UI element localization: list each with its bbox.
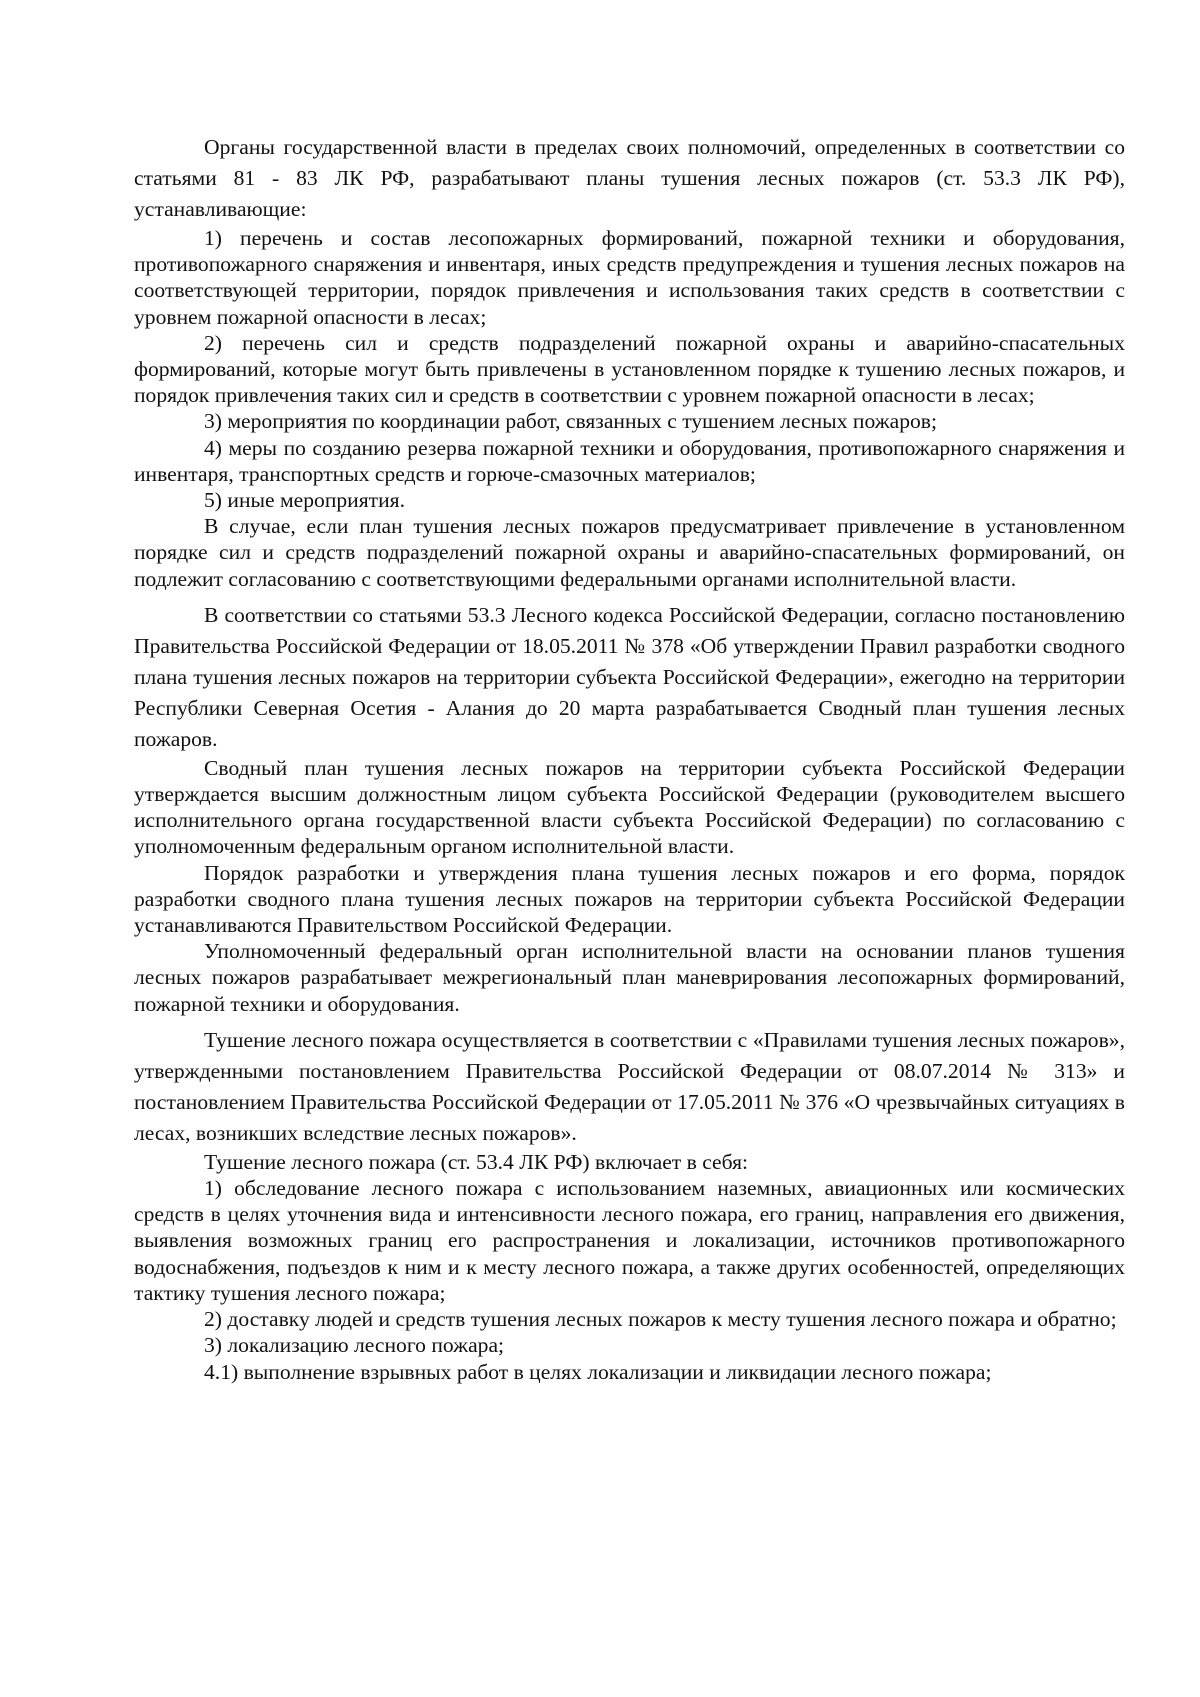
- paragraph: 3) локализацию лесного пожара;: [204, 1333, 505, 1358]
- paragraph: 2) доставку людей и средств тушения лесных пожаров к месту тушения лесного пожара и обратно;: [204, 1307, 1117, 1332]
- paragraph: Тушение лесного пожара (ст. 53.4 ЛК РФ) включает в себя:: [204, 1149, 749, 1174]
- paragraph: Уполномоченный федеральный орган исполнительной власти на основании планов тушения лесных пожаров разрабатывает межрегиональный план маневрирования лесопожарных формирований, пожарной техники и оборудования.: [134, 939, 1125, 1016]
- paragraph: 2) перечень сил и средств подразделений пожарной охраны и аварийно-спасательных формирований, которые могут быть привлечены в установленном порядке к тушению лесных пожаров, и порядок привлечения таких сил и средств в соответствии с уровнем пожарной опасности в лесах;: [134, 330, 1125, 408]
- paragraph: В соответствии со статьями 53.3 Лесного кодекса Российской Федерации, согласно постановлению Правительства Российской Федерации от 18.05.2011 № 378 «Об утверждении Правил разработки сводного плана тушения лесных пожаров на территории субъекта Российской Федерации», ежегодно на территории Республики Северная Осетия - Алания до 20 марта разрабатывается Сводный план тушения лесных пожаров.: [134, 602, 1125, 751]
- paragraph: Сводный план тушения лесных пожаров на территории субъекта Российской Федерации утверждается высшим должностным лицом субъекта Российской Федерации (руководителем высшего исполнительного органа государственной власти субъекта Российской Федерации) по согласованию с уполномоченным федеральным органом исполнительной власти.: [134, 755, 1125, 859]
- paragraph: Порядок разработки и утверждения плана тушения лесных пожаров и его форма, порядок разработки сводного плана тушения лесных пожаров на территории субъекта Российской Федерации устанавливаются Правительством Российской Федерации.: [134, 860, 1125, 938]
- document-body: [134, 132, 1125, 1385]
- paragraph: 3) мероприятия по координации работ, связанных с тушением лесных пожаров;: [204, 409, 937, 434]
- paragraph: 4) меры по созданию резерва пожарной техники и оборудования, противопожарного снаряжения и инвентаря, транспортных средств и горюче-смазочных материалов;: [134, 435, 1125, 486]
- paragraph: 5) иные мероприятия.: [204, 488, 405, 513]
- paragraph: 1) обследование лесного пожара с использованием наземных, авиационных или космических средств в целях уточнения вида и интенсивности лесного пожара, его границ, направления его движения, выявления возможных границ его распространения и локализации, источников противопожарного водоснабжения, подъездов к ним и к месту лесного пожара, а также других особенностей, определяющих тактику тушения лесного пожара;: [134, 1176, 1125, 1305]
- paragraph: 1) перечень и состав лесопожарных формирований, пожарной техники и оборудования, противопожарного снаряжения и инвентаря, иных средств предупреждения и тушения лесных пожаров на соответствующей территории, порядок привлечения и использования таких средств в соответствии с уровнем пожарной опасности в лесах;: [134, 226, 1125, 329]
- paragraph: В случае, если план тушения лесных пожаров предусматривает привлечение в установленном порядке сил и средств подразделений пожарной охраны и аварийно-спасательных формирований, он подлежит согласованию с соответствующими федеральными органами исполнительной власти.: [134, 514, 1125, 591]
- paragraph: Органы государственной власти в пределах своих полномочий, определенных в соответствии со статьями 81 - 83 ЛК РФ, разрабатывают планы тушения лесных пожаров (ст. 53.3 ЛК РФ), устанавливающие:: [134, 135, 1125, 221]
- paragraph: 4.1) выполнение взрывных работ в целях локализации и ликвидации лесного пожара;: [204, 1359, 992, 1384]
- paragraph: Тушение лесного пожара осуществляется в соответствии с «Правилами тушения лесных пожаров», утвержденными постановлением Правительства Российской Федерации от 08.07.2014 № 313» и постановлением Правительства Российской Федерации от 17.05.2011 № 376 «О чрезвычайных ситуациях в лесах, возникших вследствие лесных пожаров».: [134, 1027, 1125, 1145]
